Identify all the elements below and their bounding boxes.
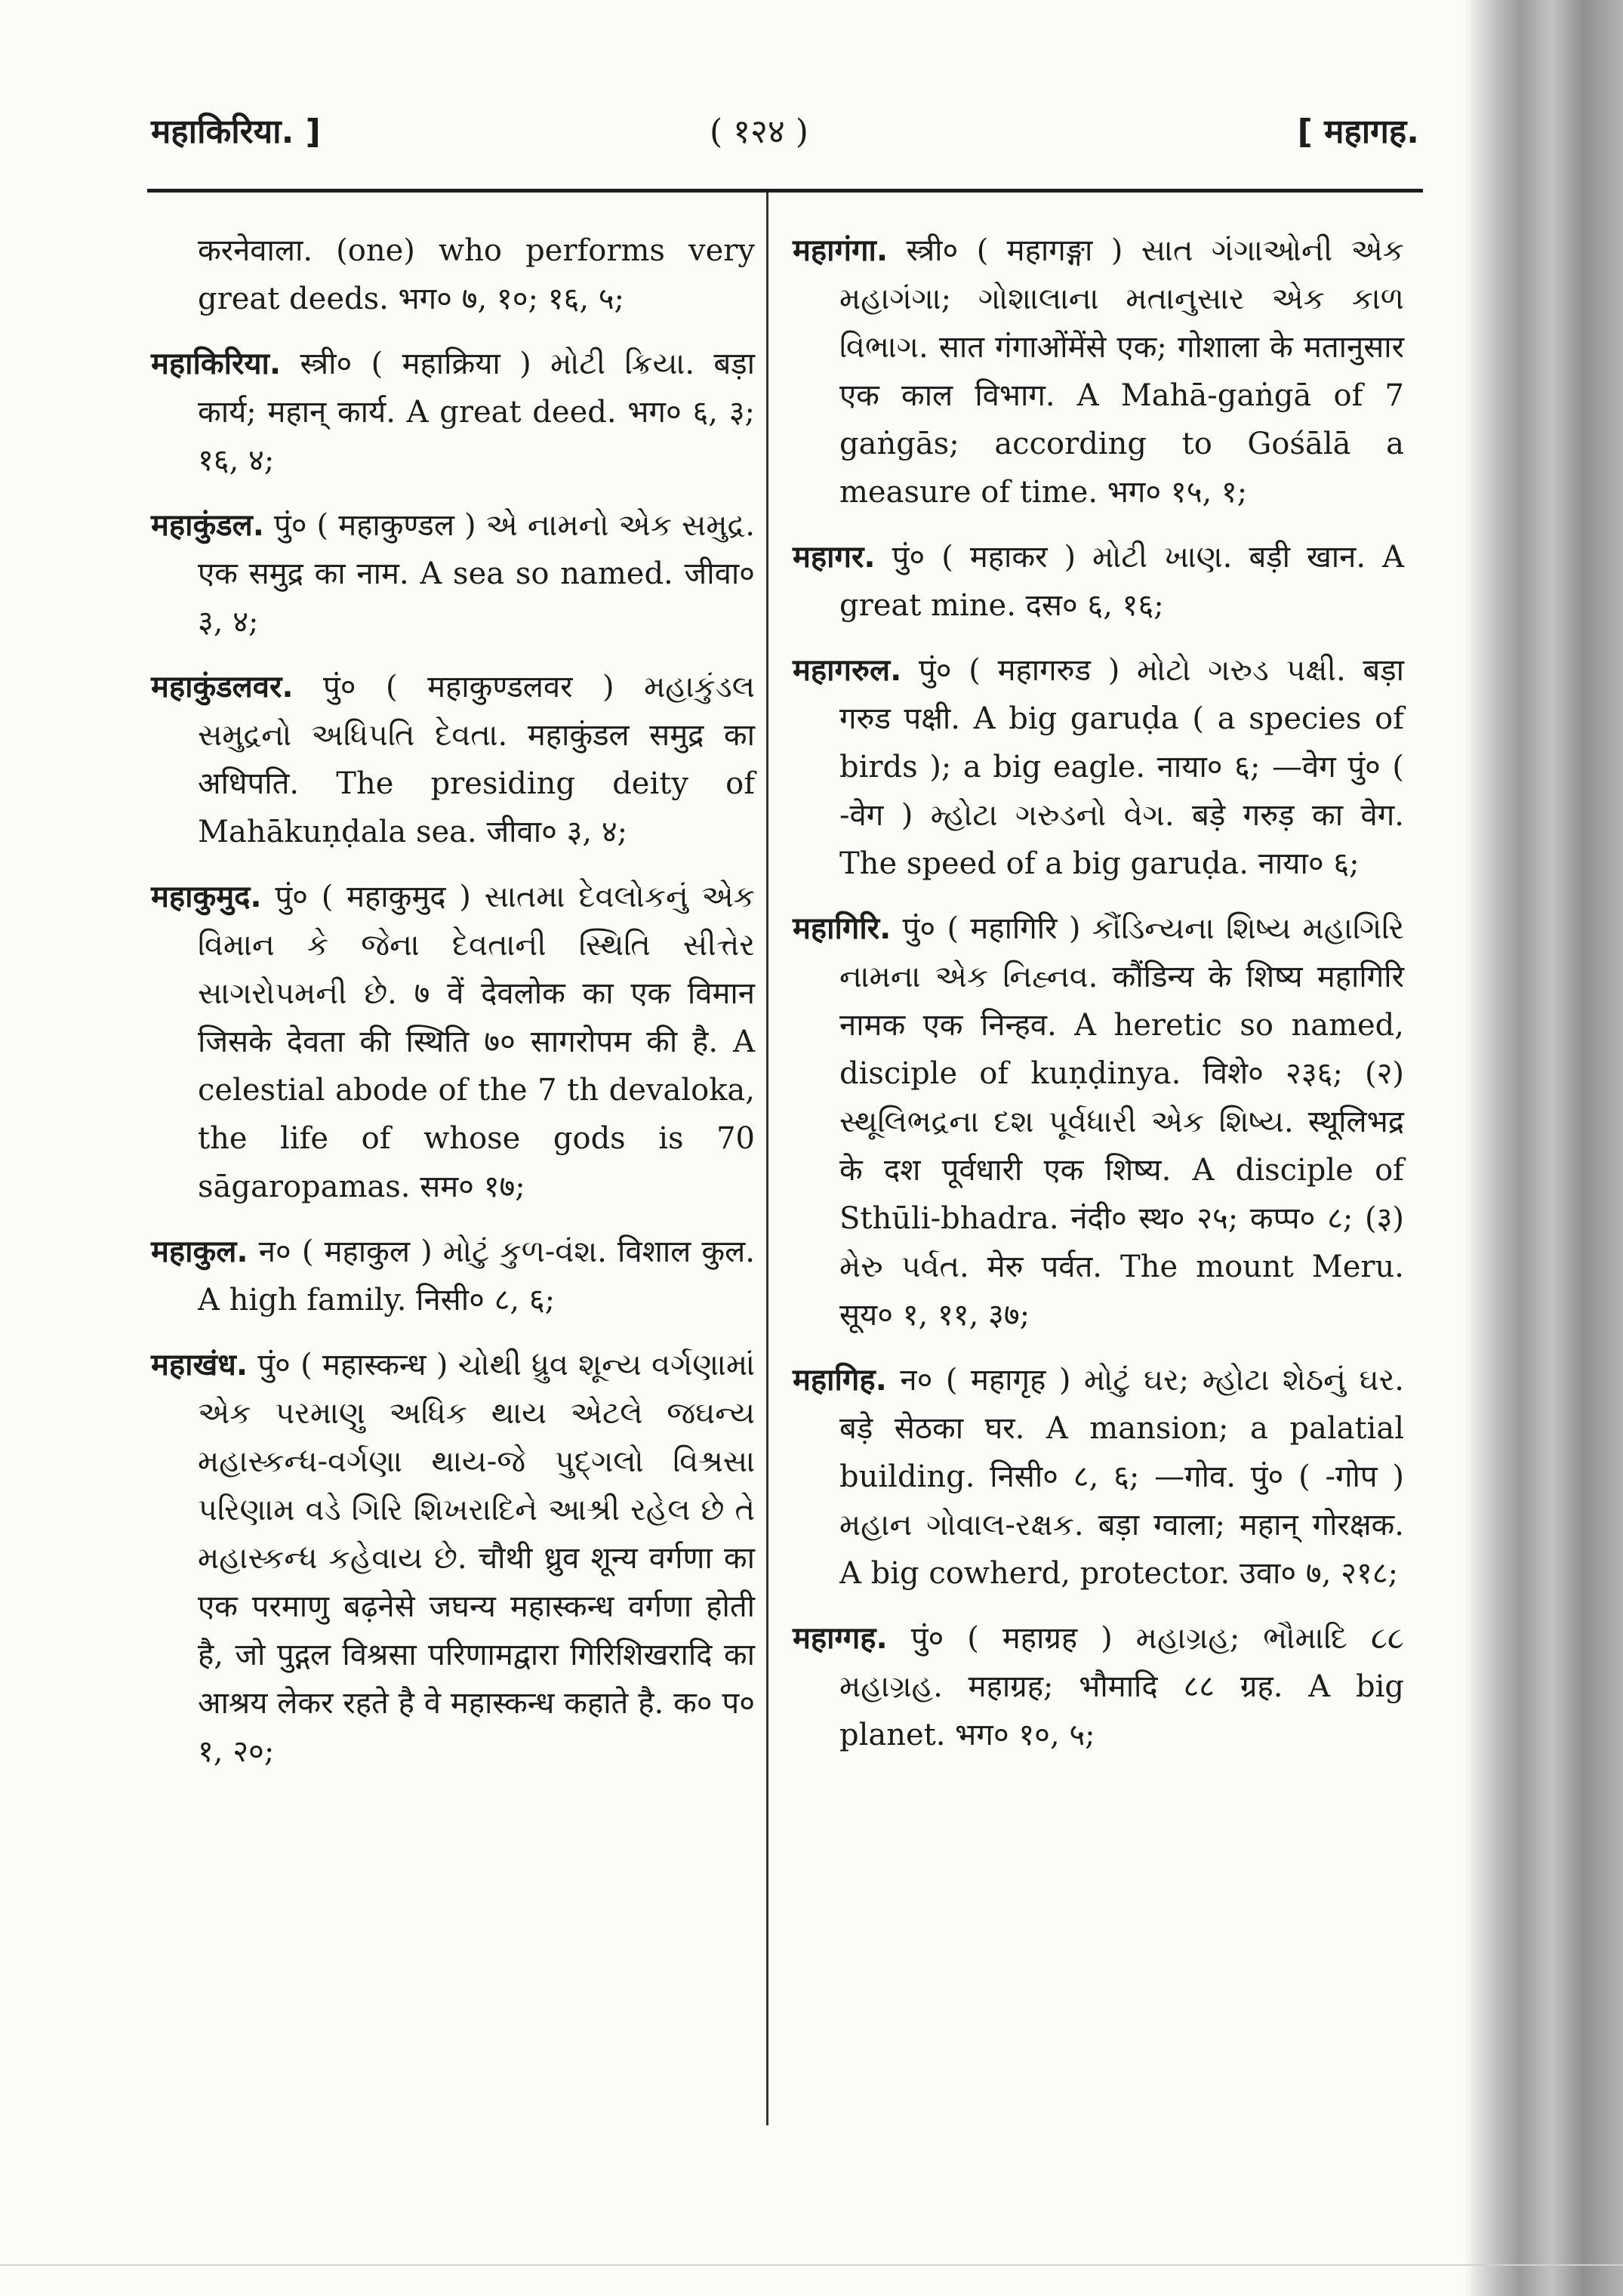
- entry-text: [151, 873, 755, 1211]
- entry-definition: पुं० ( महाकर ) મોટી ખાણ. बड़ी खान. A great mine. दस० ६, १६;: [839, 540, 1404, 623]
- entry-definition: पुं० ( महागरुड ) મોટો ગરુડ પક્ષી. बड़ा गरुड पक्षी. A big garuḍa ( a species of birds ); a big eagle. नाया० ६; —वेग पुं० ( -वेग ) મ્હોટા ગરુડનો વેગ. बड़े गरुड़ का वेग. The speed of a big garuḍa. नाया० ६;: [839, 653, 1404, 881]
- entry-definition: स्त्री० ( महाक्रिया ) મોટી ક્રિયા. बड़ा कार्य; महान् कार्य. A great deed. भग० ६, ३; १६, ४;: [198, 347, 756, 478]
- entry-headword: महागरुल.: [793, 653, 902, 688]
- entry-text: [793, 227, 1404, 516]
- entry-headword: महाकिरिया.: [151, 347, 282, 381]
- dictionary-entry: [151, 501, 755, 646]
- entry-headword: महागिह.: [793, 1363, 887, 1398]
- entry-headword: महाकुंडल.: [151, 508, 264, 543]
- dictionary-entry: [151, 340, 755, 485]
- entry-text: [151, 1228, 755, 1324]
- running-head: [151, 106, 1419, 159]
- entry-text: [151, 1341, 755, 1776]
- dictionary-entry: [793, 227, 1404, 516]
- dictionary-entry: [793, 533, 1404, 630]
- right-column: [793, 227, 1404, 1776]
- dictionary-entry: [793, 646, 1404, 888]
- entry-definition: स्त्री० ( महागङ्गा ) સાત ગંગાઓની એક મહાગંગા; ગોશાલાના મતાનુસાર એક કાળ વિભાગ. सात गंगाओंमेंसे एक; गोशाला के मतानुसार एक काल विभाग. A Mahā-gaṅgā of 7 gaṅgās; according to Gośālā a measure of time. भग० १५, १;: [839, 233, 1405, 510]
- dictionary-entry: [151, 663, 755, 856]
- left-column: [151, 227, 755, 1792]
- entry-definition: पुं० ( महाग्रह ) મહાગ્રહ; ભૌમાદિ ૮૮ મહાગ્રહ. महाग्रह; भौमादि ८८ ग्रह. A big planet. भग० १०, ५;: [839, 1621, 1405, 1752]
- entry-text: [793, 905, 1404, 1339]
- entry-headword: महागर.: [793, 540, 876, 575]
- dictionary-entry: [151, 1341, 755, 1776]
- entry-text: [151, 227, 755, 323]
- header-rule: [147, 189, 1423, 193]
- column-divider: [766, 193, 768, 2125]
- entry-definition: न० ( महागृह ) મોટું ઘર; મ્હોટા શેઠનું ઘર. बड़े सेठका घर. A mansion; a palatial building. निसी० ८, ६; —गोव. पुं० ( -गोप ) મહાન ગોવાલ-રક્ષક. बड़ा ग्वाला; महान् गोरक्षक. A big cowherd, protector. उवा० ७, २१८;: [839, 1363, 1404, 1591]
- entry-text: [151, 663, 755, 856]
- entry-definition: पुं० ( महाकुण्डल ) એ નામનો એક સમુદ્ર. एक समुद्र का नाम. A sea so named. जीवा० ३, ४;: [198, 508, 755, 639]
- page-bottom-edge: [0, 2264, 1623, 2266]
- entry-headword: महाकुमुद.: [151, 880, 262, 914]
- running-head-left: महाकिरिया. ]: [151, 112, 321, 151]
- entry-definition: पुं० ( महागिरि ) કૌંડિન્યના શિષ્ય મહાગિરિ નામના એક નિહ્નવ. कौंडिन्य के शिष्य महागिरि नामक एक निन्हव. A heretic so named, disciple of kuṇḍinya. विशे० २३६; (२) સ્થૂલિભદ્રના દશ પૂર્વધારી એક શિષ્ય. स्थूलिभद्र के दश पूर्वधारी एक शिष्य. A disciple of Sthūli-bhadra. नंदी० स्थ० २५; कप्प० ८; (३) મેરુ પર્વત. मेरु पर्वत. The mount Meru. सूय० १, ११, ३७;: [839, 911, 1404, 1333]
- entry-text: [793, 1356, 1404, 1598]
- dictionary-entry: [793, 905, 1404, 1339]
- entry-definition: करनेवाला. (one) who performs very great deeds. भग० ७, १०; १६, ५;: [198, 233, 755, 316]
- entry-definition: पुं० ( महास्कन्ध ) ચોથી ધ્રુવ શૂન્ય વર્ગણામાં એક પરમાણુ અધિક થાય એટલે જઘન્ય મહાસ્કન્ધ-વર્ગણા થાય-જે પુદ્ગલો વિશ્રસા પરિણામ વડે ગિરિ શિખરાદિને આશ્રી રહેલ છે તે મહાસ્કન્ધ કહેવાય છે. चौथी ध्रुव शून्य वर्गणा का एक परमाणु बढ़नेसे जघन्य महास्कन्ध वर्गणा होती है, जो पुद्गल विश्रसा परिणामद्वारा गिरिशिखरादि का आश्रय लेकर रहते है वे महास्कन्ध कहाते है. क० प० १, २०;: [198, 1348, 755, 1769]
- page-number: ( १२४ ): [710, 112, 808, 151]
- book-spine-shadow: [1464, 0, 1623, 2296]
- entry-text: [151, 340, 755, 485]
- entry-definition: पुं० ( महाकुण्डलवर ) મહાકુંડલ સમુદ્રનો અધિપતિ દેવતા. महाकुंडल समुद्र का अधिपति. The presiding deity of Mahākuṇḍala sea. जीवा० ३, ४;: [198, 670, 755, 849]
- dictionary-entry: [151, 873, 755, 1211]
- entry-headword: महागंगा.: [793, 233, 888, 268]
- dictionary-entry: [793, 1356, 1404, 1598]
- entry-text: [793, 533, 1404, 630]
- entry-headword: महागिरि.: [793, 911, 892, 946]
- entry-headword: महाखंध.: [151, 1348, 248, 1382]
- entry-definition: पुं० ( महाकुमुद ) સાતમા દેવલોકનું એક વિમાન કે જેના દેવતાની સ્થિતિ સીત્તેર સાગરોપમની છે. ७ वें देवलोक का एक विमान जिसके देवता की स्थिति ७० सागरोपम की है. A celestial abode of the 7 th devaloka, the life of whose gods is 70 sāgaropamas. सम० १७;: [198, 880, 756, 1204]
- entry-headword: महाकुल.: [151, 1234, 248, 1269]
- entry-headword: महाग्गह.: [793, 1621, 888, 1656]
- running-head-right: [ महागह.: [1297, 112, 1419, 151]
- entry-definition: न० ( महाकुल ) મોટું કુળ-વંશ. विशाल कुल. A high family. निसी० ८, ६;: [198, 1234, 755, 1318]
- dictionary-entry: [151, 1228, 755, 1324]
- entry-text: [793, 646, 1404, 888]
- dictionary-entry: [151, 227, 755, 323]
- entry-headword: महाकुंडलवर.: [151, 670, 294, 704]
- entry-text: [793, 1614, 1404, 1759]
- entry-text: [151, 501, 755, 646]
- dictionary-entry: [793, 1614, 1404, 1759]
